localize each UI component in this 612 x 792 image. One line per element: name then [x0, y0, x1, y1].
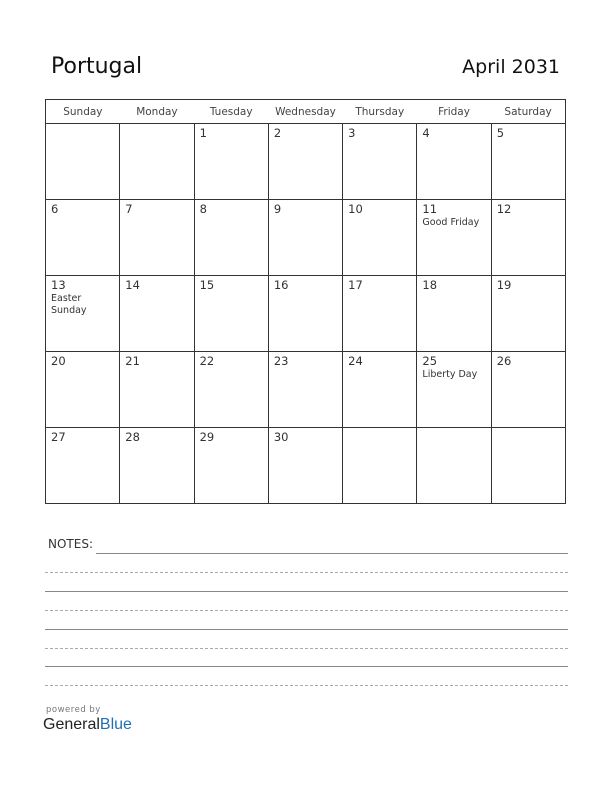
- day-cell: [417, 276, 491, 352]
- week-row: [46, 428, 566, 504]
- weekday-thursday: Thursday: [343, 100, 417, 124]
- day-cell: [120, 124, 194, 200]
- brand-general: General: [43, 716, 100, 733]
- day-cell: [120, 428, 194, 504]
- day-number: 8: [199, 202, 207, 216]
- day-number: 19: [496, 278, 512, 292]
- holiday-label: Easter Sunday: [51, 293, 87, 316]
- day-number: 2: [273, 126, 282, 140]
- weekday-friday: Friday: [417, 100, 491, 124]
- day-number: 1: [199, 126, 207, 140]
- day-cell: [268, 124, 342, 200]
- brand-blue: Blue: [99, 716, 132, 733]
- note-line: [45, 648, 568, 649]
- day-number: 10: [348, 202, 363, 216]
- day-number: 15: [199, 278, 215, 292]
- day-cell: [120, 352, 194, 428]
- day-number: 20: [51, 354, 66, 368]
- day-cell: [343, 276, 417, 352]
- holiday-label: Liberty Day: [422, 369, 478, 380]
- day-number: 11: [422, 202, 438, 216]
- day-cell: [120, 200, 194, 276]
- day-cell: [343, 124, 417, 200]
- day-cell: [343, 352, 417, 428]
- day-number: 21: [125, 354, 140, 368]
- day-number: 30: [273, 430, 289, 444]
- note-line: [45, 591, 568, 592]
- weekday-tuesday: Tuesday: [194, 100, 268, 124]
- week-row: [46, 124, 566, 200]
- day-cell: [268, 352, 342, 428]
- weekday-saturday: Saturday: [491, 100, 565, 124]
- day-cell: [268, 200, 342, 276]
- day-cell: [46, 124, 120, 200]
- day-cell: [46, 352, 120, 428]
- day-cell: [268, 276, 342, 352]
- day-cell: [343, 428, 417, 504]
- note-line: [96, 553, 568, 554]
- weekday-wednesday: Wednesday: [268, 100, 342, 124]
- day-cell: [491, 352, 565, 428]
- day-cell: [491, 428, 565, 504]
- week-row: [46, 352, 566, 428]
- day-number: 4: [422, 126, 430, 140]
- day-cell: [194, 124, 268, 200]
- day-cell: [120, 276, 194, 352]
- note-line: [45, 629, 568, 630]
- day-number: 17: [348, 278, 363, 292]
- day-number: 14: [125, 278, 140, 292]
- day-cell: [46, 200, 120, 276]
- day-number: 28: [125, 430, 140, 444]
- powered-by-text: powered by: [46, 705, 101, 715]
- day-number: 5: [496, 126, 505, 140]
- day-cell: [194, 200, 268, 276]
- day-cell: [417, 428, 491, 504]
- day-number: 12: [496, 202, 512, 216]
- day-cell: [417, 352, 491, 428]
- day-number: 24: [348, 354, 363, 368]
- day-cell: [491, 200, 565, 276]
- week-row: [46, 200, 566, 276]
- day-cell: [268, 428, 342, 504]
- day-cell: [194, 276, 268, 352]
- day-cell: [417, 200, 491, 276]
- day-number: 22: [199, 354, 215, 368]
- day-cell: [46, 276, 120, 352]
- calendar-grid: [45, 99, 566, 504]
- day-number: 13: [51, 278, 66, 292]
- day-number: 25: [422, 354, 438, 368]
- day-cell: [194, 352, 268, 428]
- day-number: 16: [273, 278, 289, 292]
- day-cell: [46, 428, 120, 504]
- day-cell: [343, 200, 417, 276]
- weekday-sunday: Sunday: [46, 100, 120, 124]
- weekday-header-row: [46, 100, 566, 124]
- note-line: [45, 666, 568, 667]
- month-title: April 2031: [462, 56, 560, 78]
- day-number: 27: [51, 430, 66, 444]
- day-number: 26: [496, 354, 512, 368]
- day-cell: [491, 276, 565, 352]
- holiday-label: Good Friday: [422, 217, 480, 228]
- day-cell: [417, 124, 491, 200]
- day-number: 23: [273, 354, 289, 368]
- day-number: 3: [348, 126, 356, 140]
- day-number: 29: [199, 430, 215, 444]
- day-number: 7: [125, 202, 133, 216]
- day-cell: [491, 124, 565, 200]
- day-cell: [194, 428, 268, 504]
- day-number: 6: [51, 202, 59, 216]
- note-line: [45, 572, 568, 573]
- generalblue-logo: [43, 716, 132, 734]
- day-number: 18: [422, 278, 438, 292]
- country-title: Portugal: [51, 54, 143, 79]
- note-line: [45, 610, 568, 611]
- note-line: [45, 685, 568, 686]
- week-row: [46, 276, 566, 352]
- notes-label: NOTES:: [48, 537, 93, 551]
- weekday-monday: Monday: [120, 100, 194, 124]
- day-number: 9: [273, 202, 282, 216]
